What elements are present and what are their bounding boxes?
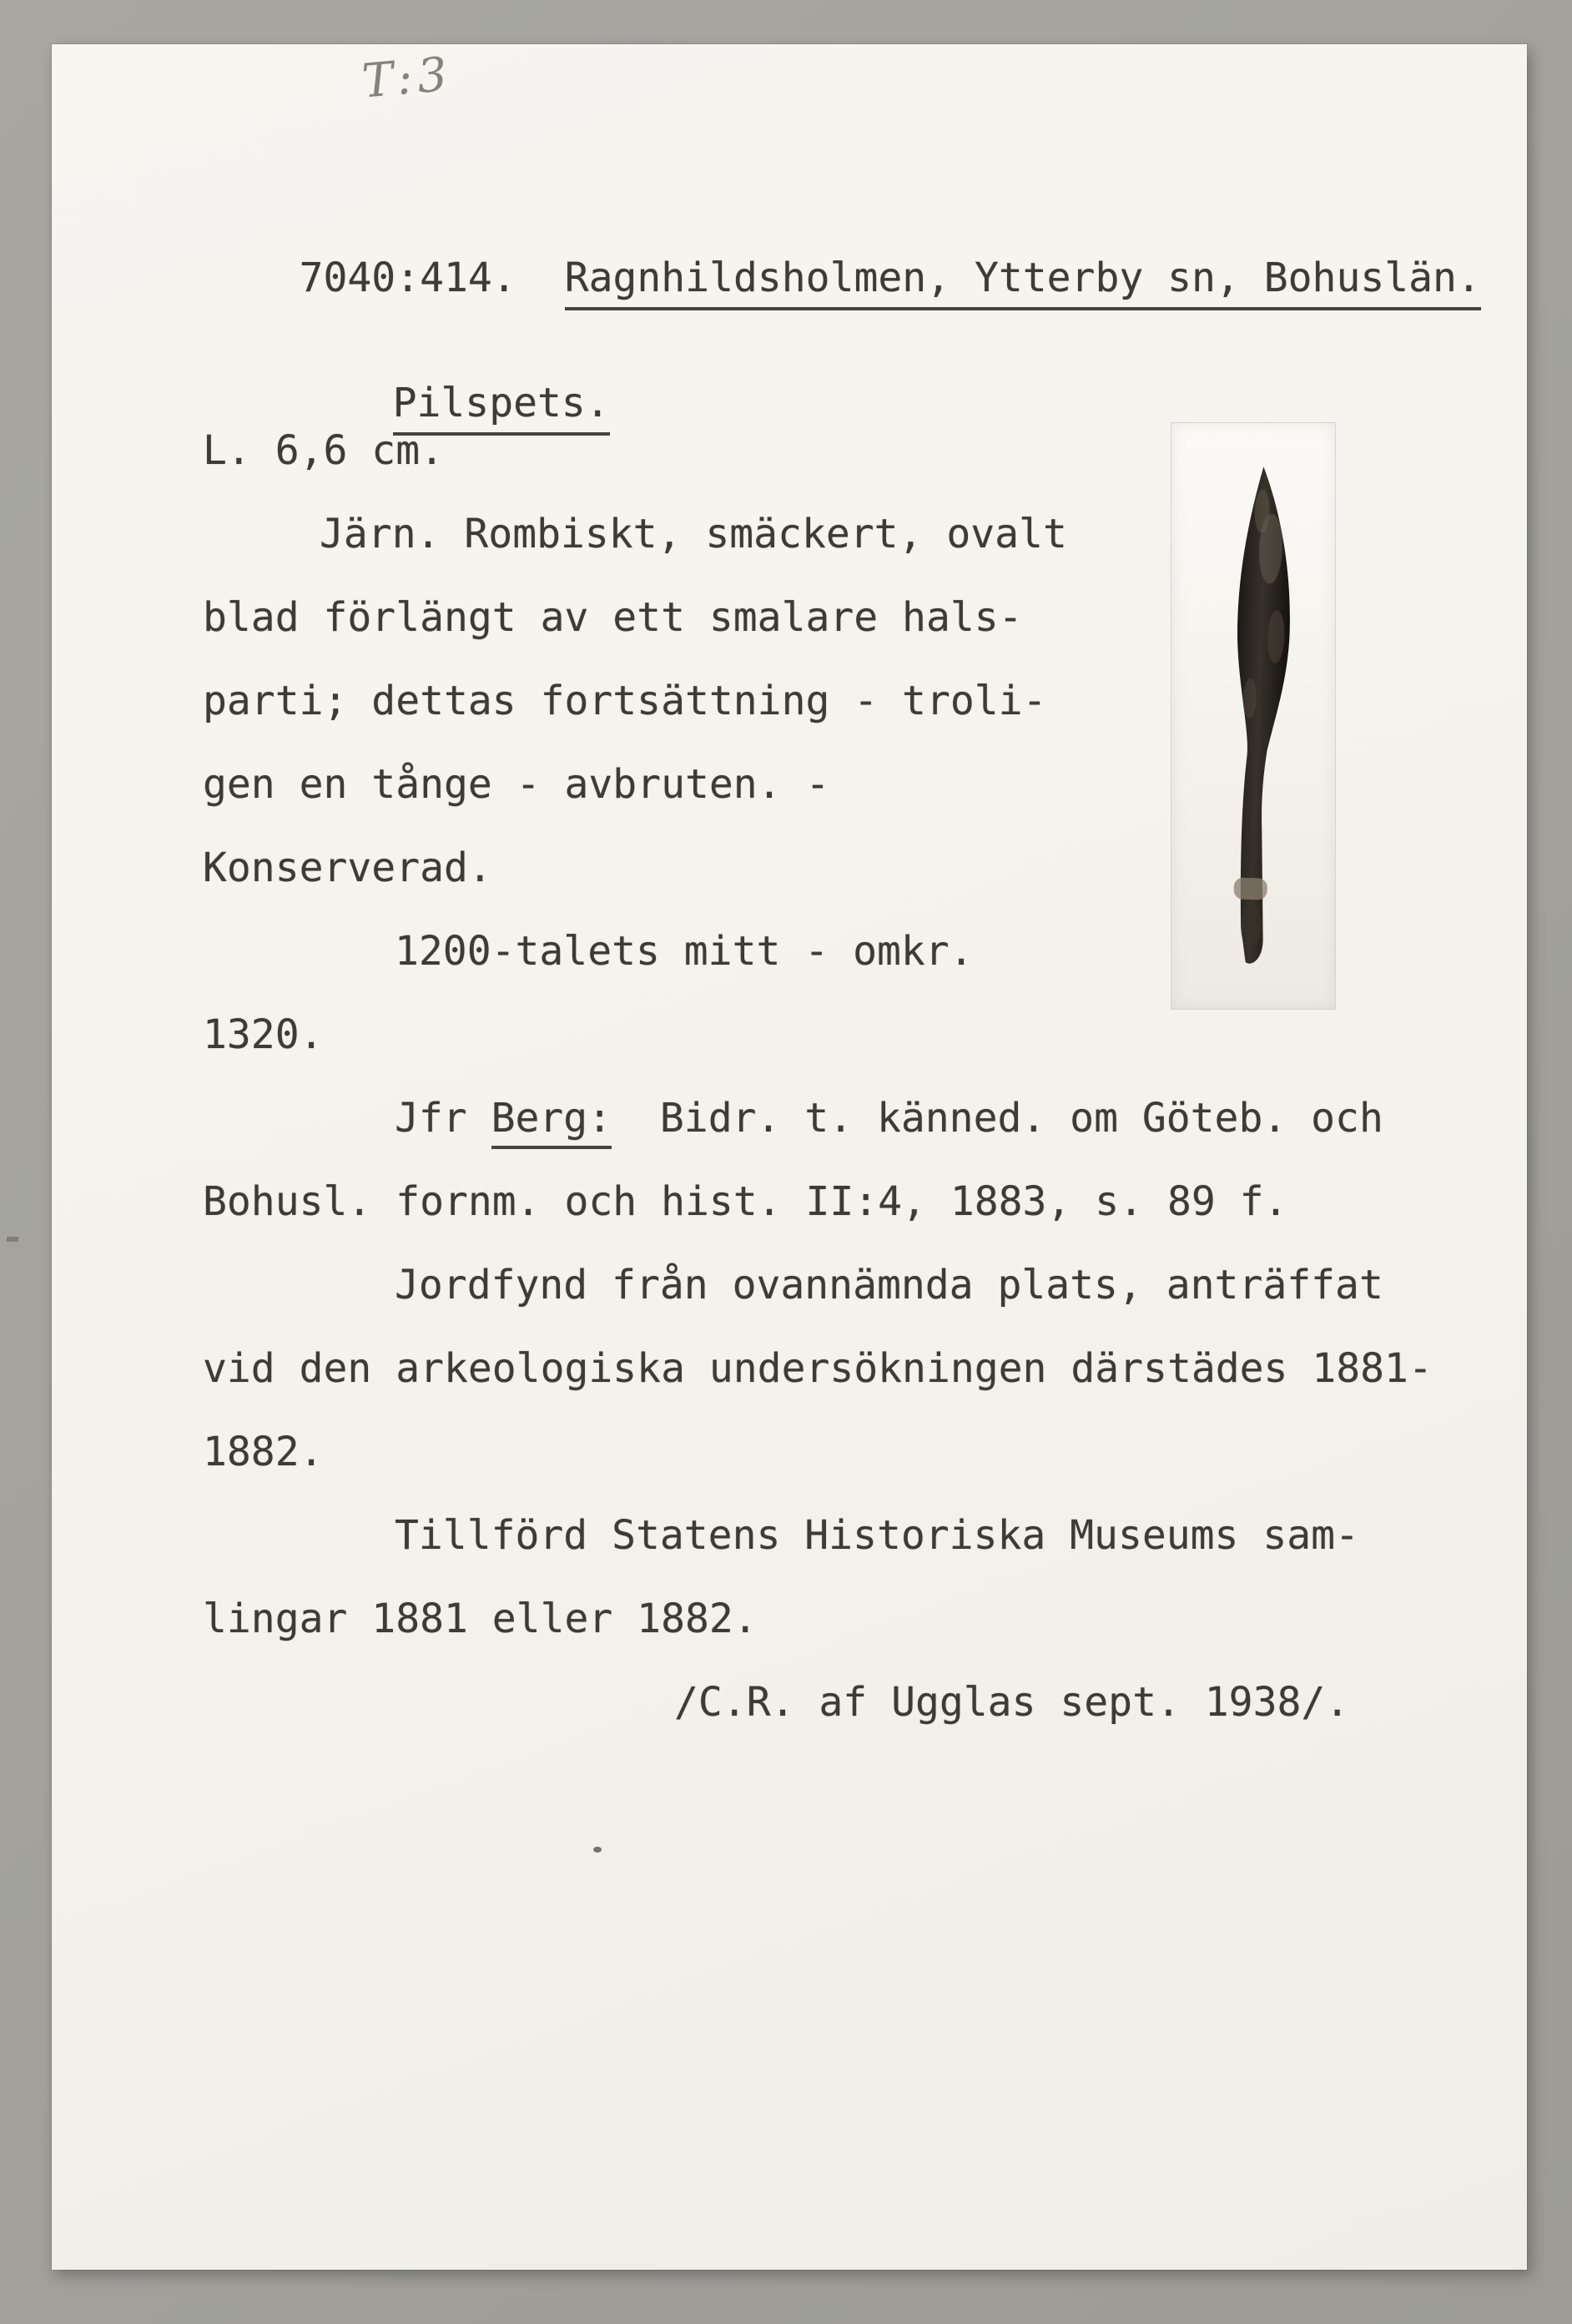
dating-line: 1200-talets mitt - omkr. bbox=[395, 928, 974, 975]
description-line: blad förlängt av ett smalare hals- bbox=[203, 594, 1023, 641]
handwritten-note: T:3 bbox=[360, 47, 455, 109]
document-page bbox=[52, 44, 1527, 2270]
accession-line: Tillförd Statens Historiska Museums sam- bbox=[395, 1512, 1359, 1559]
reference-text: Bidr. t. känned. om Göteb. och bbox=[612, 1095, 1383, 1142]
provenance-line: Jordfynd från ovannämnda plats, anträffat bbox=[395, 1262, 1383, 1308]
reference-author: Berg: bbox=[491, 1095, 612, 1149]
description-line: gen en tånge - avbruten. - bbox=[203, 761, 830, 808]
provenance-line: 1882. bbox=[203, 1429, 324, 1475]
scan-edge-mark bbox=[7, 1237, 18, 1242]
reference-line bbox=[203, 1076, 1504, 1160]
accession-line: lingar 1881 eller 1882. bbox=[203, 1596, 758, 1642]
catalog-number: 7040:414. bbox=[299, 255, 516, 301]
stray-ink-mark bbox=[593, 1847, 602, 1853]
dating-line: 1320. bbox=[203, 1011, 324, 1058]
description-line: parti; dettas fortsättning - troli- bbox=[203, 678, 1047, 724]
arrowhead-image bbox=[1171, 423, 1335, 1009]
reference-line: Bohusl. fornm. och hist. II:4, 1883, s. 89 f. bbox=[203, 1178, 1288, 1225]
signature-line: /C.R. af Ugglas sept. 1938/. bbox=[674, 1679, 1350, 1726]
artifact-photo bbox=[1171, 423, 1335, 1009]
description-line: Järn. Rombiskt, smäckert, ovalt bbox=[320, 511, 1067, 557]
description-line: Konserverad. bbox=[203, 844, 492, 891]
provenance-line: vid den arkeologiska undersökningen därstädes 1881- bbox=[203, 1345, 1433, 1392]
measurement-line: L. 6,6 cm. bbox=[203, 427, 444, 474]
object-title: Pilspets. bbox=[393, 380, 610, 436]
locality-title: Ragnhildsholmen, Ytterby sn, Bohuslän. bbox=[565, 255, 1481, 310]
reference-prefix: Jfr bbox=[395, 1095, 491, 1142]
